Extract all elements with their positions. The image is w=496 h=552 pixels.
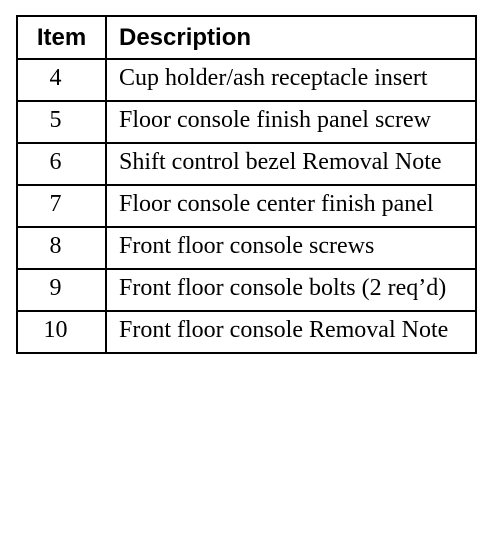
table-header — [17, 16, 476, 59]
item-number: 7 — [17, 185, 106, 227]
table-body — [17, 59, 476, 353]
item-description: Front floor console screws — [106, 227, 476, 269]
parts-table — [16, 15, 477, 354]
item-description: Front floor console Removal Note — [106, 311, 476, 353]
table-row — [17, 143, 476, 185]
item-number: 4 — [17, 59, 106, 101]
table-row — [17, 101, 476, 143]
header-item: Item — [17, 16, 106, 59]
item-number: 6 — [17, 143, 106, 185]
item-number: 10 — [17, 311, 106, 353]
item-description: Floor console finish panel screw — [106, 101, 476, 143]
item-number: 9 — [17, 269, 106, 311]
item-description: Shift control bezel Removal Note — [106, 143, 476, 185]
item-description: Floor console center finish panel — [106, 185, 476, 227]
table-row — [17, 227, 476, 269]
item-number: 8 — [17, 227, 106, 269]
table-row — [17, 269, 476, 311]
item-description: Front floor console bolts (2 req’d) — [106, 269, 476, 311]
table-row — [17, 311, 476, 353]
item-description: Cup holder/ash receptacle insert — [106, 59, 476, 101]
header-row — [17, 16, 476, 59]
header-description: Description — [106, 16, 476, 59]
item-number: 5 — [17, 101, 106, 143]
table-row — [17, 185, 476, 227]
table-row — [17, 59, 476, 101]
